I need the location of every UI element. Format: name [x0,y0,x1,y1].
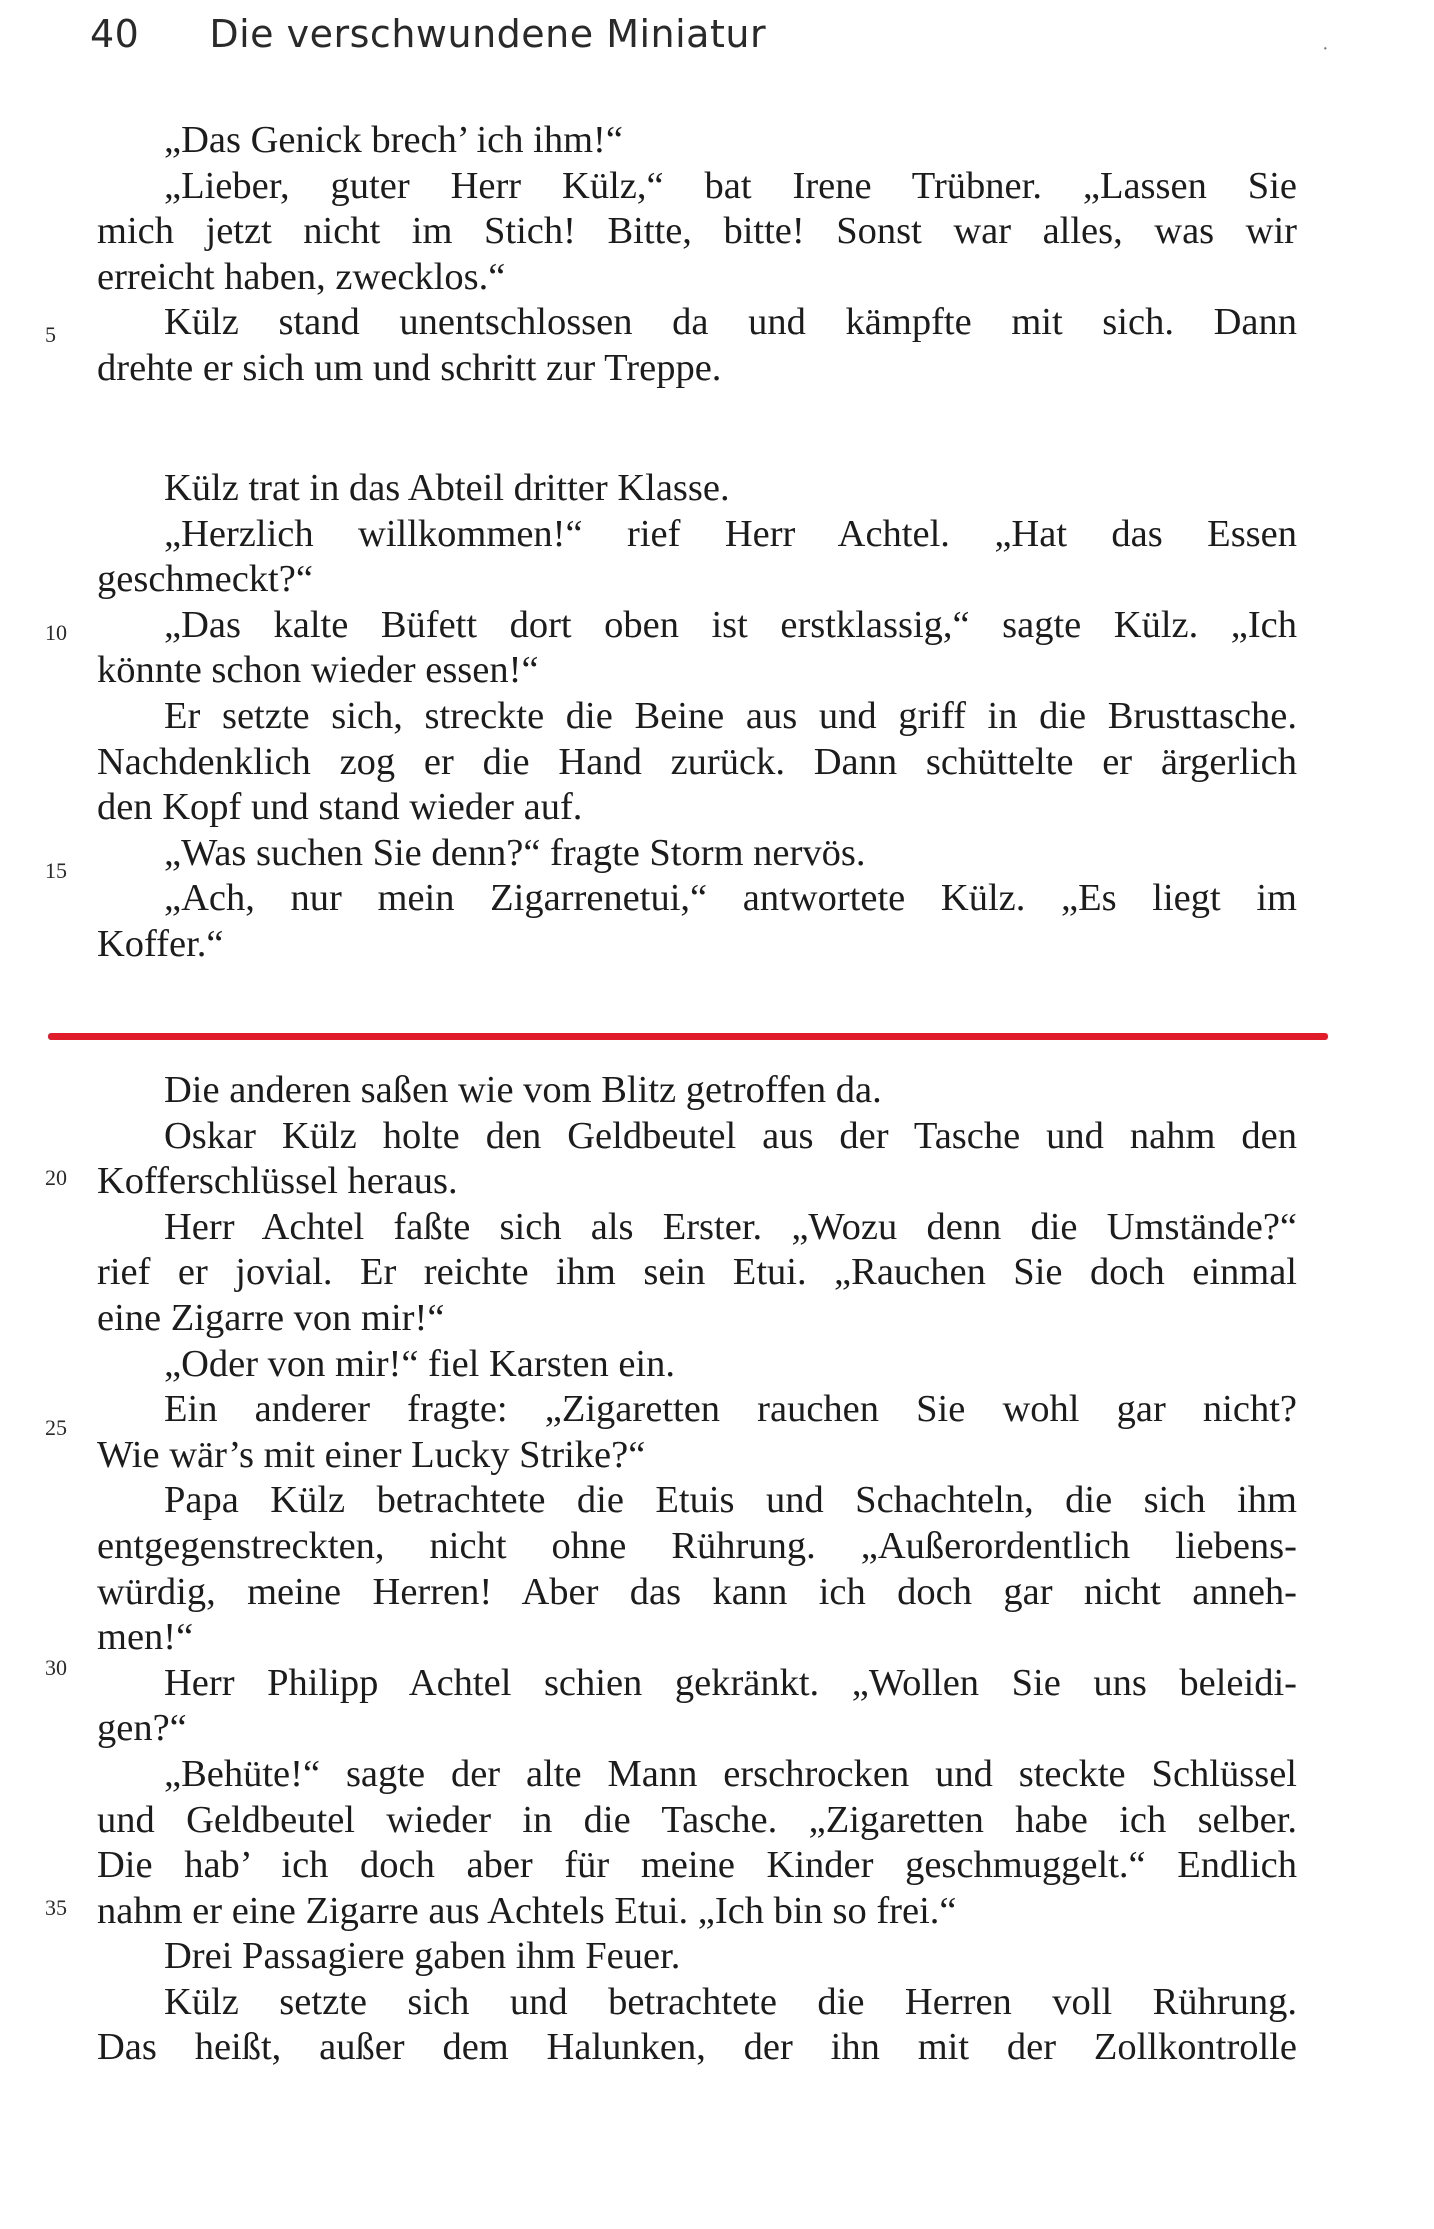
text-line: „Lieber, guter Herr Külz,“ bat Irene Trübner. „Lassen Sie [164,164,1297,207]
text-block-top [97,118,1297,392]
text-line: Kofferschlüssel heraus. [97,1160,458,1203]
text-line: Die anderen saßen wie vom Blitz getroffen da. [164,1069,882,1111]
text-line: drehte er sich um und schritt zur Treppe. [97,346,722,389]
text-line: erreicht haben, zwecklos.“ [97,255,506,298]
text-line: „Oder von mir!“ fiel Karsten ein. [164,1342,675,1385]
text-line: nahm er eine Zigarre aus Achtels Etui. „Ich bin so frei.“ [97,1889,957,1932]
text-line: mich jetzt nicht im Stich! Bitte, bitte! Sonst war alles, was wir [97,210,1297,253]
line-number-10: 10 [45,620,67,645]
text-line: men!“ [97,1616,194,1659]
text-line: würdig, meine Herren! Aber das kann ich doch gar nicht anneh- [97,1570,1297,1613]
red-divider-line [48,1033,1328,1040]
line-number-5: 5 [45,322,56,347]
line-number-25: 25 [45,1415,67,1440]
text-line: Herr Philipp Achtel schien gekränkt. „Wollen Sie uns beleidi- [164,1661,1297,1704]
text-line: Er setzte sich, streckte die Beine aus und griff in die Brusttasche. [164,694,1297,737]
text-line: Nachdenklich zog er die Hand zurück. Dann schüttelte er ärgerlich [97,740,1297,783]
text-line: geschmeckt?“ [97,558,313,601]
text-line: entgegenstreckten, nicht ohne Rührung. „Außerordentlich liebens- [97,1524,1297,1567]
text-line: Oskar Külz holte den Geldbeutel aus der Tasche und nahm den [164,1114,1297,1157]
text-line: den Kopf und stand wieder auf. [97,786,583,829]
text-line: „Das kalte Büfett dort oben ist erstklassig,“ sagte Külz. „Ich [164,603,1297,646]
text-block-bottom [97,1068,1297,2071]
text-line: „Ach, nur mein Zigarrenetui,“ antwortete Külz. „Es liegt im [164,877,1297,920]
corner-mark: · [1322,38,1329,60]
text-line: „Behüte!“ sagte der alte Mann erschrocken und steckte Schlüssel [164,1752,1297,1795]
text-line: Das heißt, außer dem Halunken, der ihn mit der Zollkontrolle [97,2026,1297,2069]
text-line: „Das Genick brech’ ich ihm!“ [164,119,623,161]
text-line: Külz setzte sich und betrachtete die Herren voll Rührung. [164,1980,1297,2023]
text-line: Herr Achtel faßte sich als Erster. „Wozu denn die Umstände?“ [164,1205,1297,1248]
text-line: eine Zigarre von mir!“ [97,1296,445,1339]
page-number: 40 [90,12,140,56]
text-line: Ein anderer fragte: „Zigaretten rauchen Sie wohl gar nicht? [164,1388,1297,1431]
chapter-title: Die verschwundene Miniatur [209,12,767,56]
text-line: Koffer.“ [97,922,224,965]
line-number-30: 30 [45,1655,67,1680]
text-line: gen?“ [97,1707,187,1750]
text-line: Die hab’ ich doch aber für meine Kinder geschmuggelt.“ Endlich [97,1844,1297,1887]
text-line: Wie wär’s mit einer Lucky Strike?“ [97,1433,646,1476]
line-number-15: 15 [45,858,67,883]
text-line: rief er jovial. Er reichte ihm sein Etui. „Rauchen Sie doch einmal [97,1251,1297,1294]
text-line: „Herzlich willkommen!“ rief Herr Achtel. „Hat das Essen [164,512,1297,555]
text-line: Papa Külz betrachtete die Etuis und Schachteln, die sich ihm [164,1479,1297,1522]
text-line: und Geldbeutel wieder in die Tasche. „Zigaretten habe ich selber. [97,1798,1297,1841]
text-line: Külz trat in das Abteil dritter Klasse. [164,467,730,509]
text-line: „Was suchen Sie denn?“ fragte Storm nervös. [164,831,866,874]
text-line: könnte schon wieder essen!“ [97,649,539,692]
text-line: Drei Passagiere gaben ihm Feuer. [164,1935,681,1978]
text-line: Külz stand unentschlossen da und kämpfte mit sich. Dann [164,301,1297,344]
line-number-20: 20 [45,1165,67,1190]
text-block-middle [97,466,1297,968]
running-header [90,12,766,56]
line-number-35: 35 [45,1895,67,1920]
